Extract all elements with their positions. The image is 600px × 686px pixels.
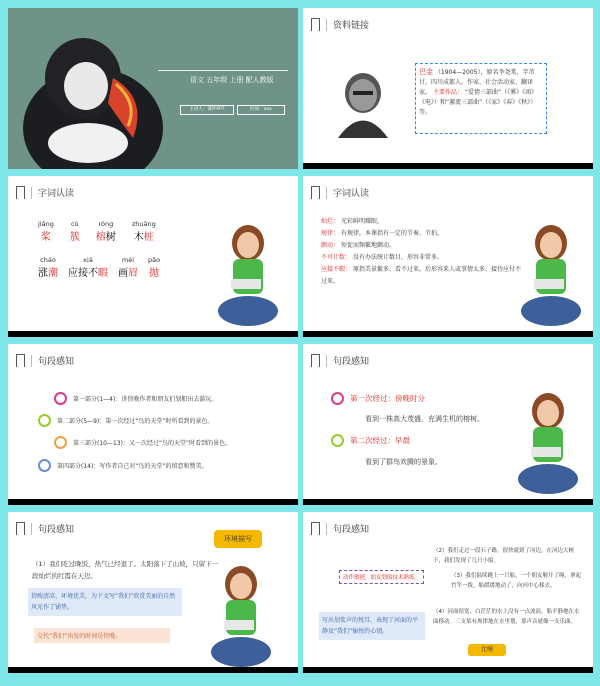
works-label: 主要作品：: [432, 89, 463, 96]
section-item: 第一部分(1—4)：讲傍晚作者和朋友们划船出去游玩。: [54, 392, 217, 405]
definition-item: 规律： 有规律。本课指有一定的节奏、节拍。: [321, 230, 443, 237]
bookmark-icon: [311, 18, 320, 31]
word-item: cháo 涨潮: [38, 256, 58, 279]
simile-button[interactable]: 比喻: [468, 644, 506, 656]
slide-words[interactable]: [8, 176, 298, 337]
works-text: “爱情三部曲”（《雾》《雨》《电》）和“激流三部曲”（《家》《春》《秋》）等。: [419, 89, 538, 116]
slide-paragraph-1[interactable]: [8, 512, 298, 673]
girl-reading-image: [213, 221, 283, 331]
note-box-2: 交代“我们”出发的时间是傍晚。: [34, 628, 170, 643]
girl-reading-image: [513, 389, 583, 499]
bottom-bar: [8, 499, 298, 505]
bottom-bar: [303, 667, 593, 673]
bottom-bar: [8, 331, 298, 337]
bottom-bar: [303, 163, 593, 169]
word-row-2: [38, 256, 160, 279]
slide-header: 句段感知: [16, 522, 74, 535]
puffin-image: [8, 8, 298, 169]
bottom-bar: [303, 331, 593, 337]
word-item: pāo 抛: [148, 256, 161, 279]
note-box-1: 傍晚清凉、环境优美，为下文写“我们”欣赏美丽的自然风光作了铺垫。: [28, 588, 182, 616]
girl-reading-image: [206, 562, 276, 672]
author-bio: （1904—2005），原名李尧棠，字芾甘，四川成都人。作家、社会活动家、翻译家。: [419, 69, 535, 96]
word-item: jiǎng 桨: [38, 220, 54, 243]
bookmark-icon: [311, 354, 320, 367]
word-item: róng 榕树: [95, 220, 116, 243]
word-item: méi 画眉: [118, 256, 138, 279]
paragraph-3: （3）我们陆续跳上一只船。一个朋友解开了绳，拿起竹竿一拨，船缓缓地动了，向河中心移去。: [451, 573, 582, 589]
spiral-icon: [38, 414, 51, 427]
author-portrait: [328, 63, 398, 138]
section-item: 第三部分(10—13)：又一次经过“鸟的天堂”时看到的景色。: [54, 436, 231, 449]
title-subtitle: 语文 五年级 上册 配人教版: [190, 76, 274, 84]
definition-item: 颤动： 短促而频繁地颤动。: [321, 242, 395, 249]
slide-two-visits[interactable]: [303, 344, 593, 505]
bookmark-icon: [16, 522, 25, 535]
visit-2-desc: 看到了群鸟欢腾的景象。: [365, 458, 442, 466]
definition-item: 应接不暇： 原指美景繁多，看不过来。后形容来人或事情太多，接待应付不过来。: [321, 266, 521, 285]
slide-header: 句段感知: [311, 354, 369, 367]
spiral-icon: [54, 436, 67, 449]
slide-header: 句段感知: [16, 354, 74, 367]
paragraph-2: （2）我们走过一段石子路，很快就到了河边。在河边大树下，我们发现了几只小船。: [433, 548, 575, 564]
word-item: zhuāng 木桩: [131, 220, 156, 243]
bookmark-icon: [311, 186, 320, 199]
author-name: 巴金: [419, 68, 433, 76]
spiral-icon: [331, 434, 344, 447]
paragraph-4: （4）河面很宽，白茫茫的水上没有一点波浪。船平静地在水面移动。三支桨有规律地在水里划，那声音就像一支乐曲。: [433, 609, 580, 625]
time-button[interactable]: 时间：xxx: [237, 105, 285, 115]
bookmark-icon: [311, 522, 320, 535]
note-box-3: 写出划浆声的悦耳，表现了河面的平静及“我们”愉悦的心情。: [319, 612, 425, 640]
bottom-bar: [303, 499, 593, 505]
author-bio-box: [415, 63, 547, 134]
girl-reading-image: [516, 221, 586, 331]
callout-tag: 环境描写: [214, 530, 262, 548]
bookmark-icon: [16, 354, 25, 367]
section-item: 第二部分(5—9)：第一次经过“鸟的天堂”时所看到的景色。: [38, 414, 214, 427]
slide-header: 字词认读: [311, 186, 369, 199]
slide-paragraph-2[interactable]: [303, 512, 593, 673]
visit-1-desc: 看到一株高大茂盛、充满生机的榕树。: [365, 415, 484, 423]
spiral-icon: [38, 459, 51, 472]
definition-item: 灿烂： 光彩鲜明耀眼。: [321, 218, 383, 225]
bookmark-icon: [16, 186, 25, 199]
slide-sections[interactable]: [8, 344, 298, 505]
note-dashed: 动作敏捷，朋友划船技术熟练。: [339, 570, 424, 584]
spiral-icon: [331, 392, 344, 405]
word-item: cù 簇: [69, 220, 80, 243]
definition-item: 不可计数： 没有办法统计数目，形容非常多。: [321, 254, 443, 261]
paragraph-1: （1）我们吃过晚饭，热气已经退了。太阳落下了山坡，只留下一段灿烂的红霞在天边。: [32, 560, 219, 580]
word-row-1: [38, 220, 156, 243]
slide-header: 字词认读: [16, 186, 74, 199]
section-item: 第四部分(14)：写作者自己对“鸟的天堂”的留恋和赞美。: [38, 459, 208, 472]
visit-2-title: 第二次经过：早晨: [331, 434, 410, 447]
spiral-icon: [54, 392, 67, 405]
slide-header: 资料链接: [311, 18, 369, 31]
bottom-bar: [8, 667, 298, 673]
slide-definitions[interactable]: [303, 176, 593, 337]
definition-list: [321, 216, 521, 288]
visit-1-title: 第一次经过：傍晚时分: [331, 392, 425, 405]
slide-header: 句段感知: [311, 522, 369, 535]
speaker-button[interactable]: 主讲人：课件PPT: [180, 105, 234, 115]
slide-author-info[interactable]: [303, 8, 593, 169]
word-item: xiá 应接不暇: [68, 256, 108, 279]
slide-title[interactable]: [8, 8, 298, 169]
